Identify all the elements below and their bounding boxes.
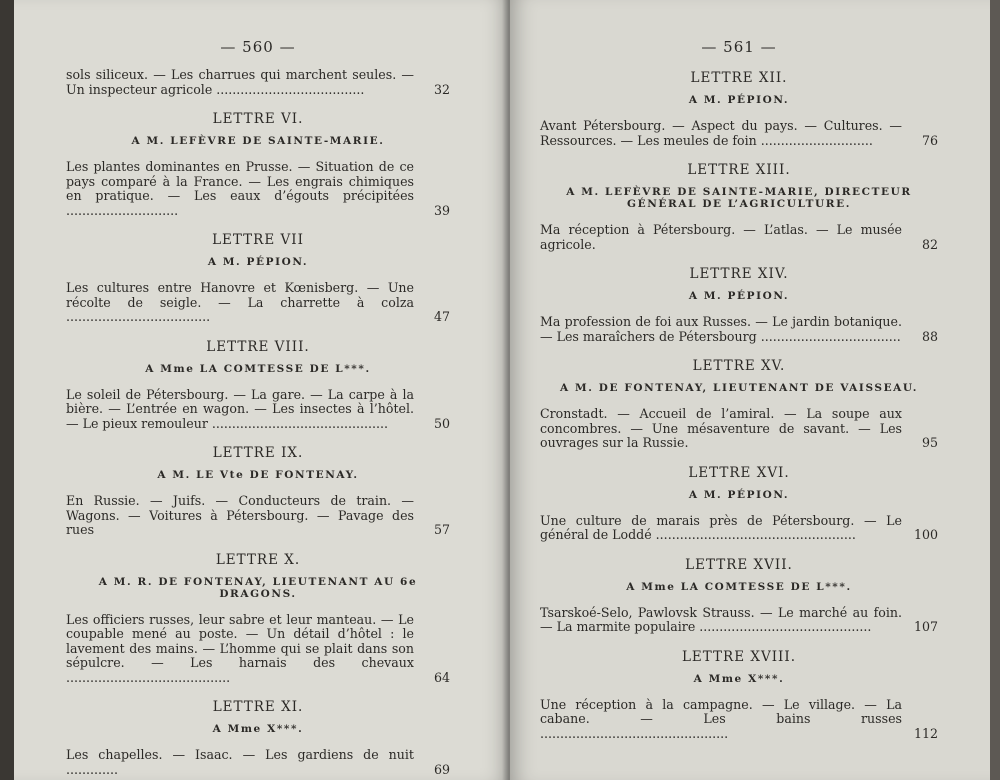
toc-entry [66,281,450,325]
toc-entry [540,407,938,451]
book-edge-right [990,0,1000,780]
entry-text: sols siliceux. — Les charrues qui marchent seules. — Un inspecteur agricole ..................................... [66,67,414,97]
entry-page: 39 [433,202,450,218]
entry-text: Avant Pétersbourg. — Aspect du pays. — Cultures. — Ressources. — Les meules de foin ............................ [540,118,902,148]
letter-title: LETTRE VIII. [206,338,310,355]
letter-addressee: A Mme LA COMTESSE DE L***. [626,580,852,593]
page-number: — 561 — [701,38,777,56]
entry-text: Les plantes dominantes en Prusse. — Situation de ce pays comparé à la France. — Les engrais chimiques en pratique. — Les eaux d’égouts précipitées ............................ [66,159,414,218]
letter-title: LETTRE IX. [212,445,304,461]
letter-section [66,552,450,686]
letter-title: LETTRE XII. [690,70,788,86]
letter-section [540,649,938,742]
page-number: — 560 — [220,38,296,56]
toc-entry [540,514,938,543]
toc-entry [66,68,450,97]
letter-addressee: A Mme LA COMTESSE DE L***. [145,362,371,375]
entry-text: En Russie. — Juifs. — Conducteurs de train. — Wagons. — Voitures à Pétersbourg. — Pavage des rues [66,493,414,537]
toc-entry [540,315,938,344]
toc-entry [540,606,938,635]
letter-title: LETTRE XVIII. [681,648,797,665]
letter-addressee: A M. LEFÈVRE DE SAINTE-MARIE, DIRECTEUR GÉNÉRAL DE L’AGRICULTURE. [566,186,912,210]
book-edge-left [0,0,14,780]
entry-text: Le soleil de Pétersbourg. — La gare. — La carpe à la bière. — L’entrée en wagon. — Les insectes à l’hôtel. — Le pieux remouleur ............................................ [66,386,414,431]
letter-addressee: A M. LE Vte DE FONTENAY. [157,469,359,481]
toc-entry [66,613,450,686]
entry-text: Ma profession de foi aux Russes. — Le jardin botanique. — Les maraîchers de Pétersbourg ................................... [540,314,902,344]
entry-page: 47 [433,309,450,324]
toc-entry [540,223,938,252]
letter-section [66,699,450,777]
toc-entry [66,160,450,218]
letter-title: LETTRE XI. [212,699,304,715]
entry-page: 82 [921,236,938,252]
letter-title: LETTRE X. [215,551,301,568]
left-page [14,0,510,780]
right-page [510,0,990,780]
letter-addressee: A M. PÉPION. [688,488,790,501]
letter-addressee: A M. DE FONTENAY, LIEUTENANT DE VAISSEAU. [560,382,918,394]
letter-title: LETTRE XIII. [687,162,791,178]
entry-page: 76 [921,132,938,148]
letter-section [66,445,450,538]
letter-section [66,111,450,218]
toc-entry [540,119,938,148]
entry-text: Les chapelles. — Isaac. — Les gardiens de nuit ............. [66,747,414,777]
toc-entry [66,748,450,777]
letter-section [540,162,938,252]
entry-page: 57 [433,522,450,537]
entry-text: Une réception à la campagne. — Le village. — La cabane. — Les bains russes ............................................... [540,696,902,741]
letter-addressee: A M. PÉPION. [688,94,790,106]
letter-section [540,358,938,451]
entry-text: Les officiers russes, leur sabre et leur manteau. — Le coupable mené au poste. — Un détail d’hôtel : le lavement des mains. — L’homme qui se plait dans son sépulcre. — Les harnais des chevaux ......................................... [66,611,414,685]
entry-text: Les cultures entre Hanovre et Kœnisberg. — Une récolte de seigle. — La charrette à colza .................................... [66,280,414,324]
letter-title: LETTRE XVI. [688,464,790,481]
letter-addressee: A M. R. DE FONTENAY, LIEUTENANT AU 6e DRAGONS. [98,575,418,600]
letter-section [540,70,938,148]
entry-page: 69 [433,761,450,777]
entry-page: 32 [433,81,450,97]
letter-title: LETTRE VII [212,232,304,248]
entry-page: 64 [433,669,450,685]
entry-page: 95 [921,435,938,450]
letter-section [540,557,938,635]
letter-addressee: A Mme X***. [212,723,304,735]
letter-addressee: A M. PÉPION. [688,290,790,302]
toc-entry [66,388,450,432]
letter-addressee: A M. PÉPION. [207,256,309,268]
letter-title: LETTRE XV. [692,358,786,374]
entry-page: 100 [913,527,938,542]
entry-page: 50 [433,415,450,431]
entry-text: Ma réception à Pétersbourg. — L’atlas. — Le musée agricole. [540,222,902,252]
entry-page: 107 [913,619,938,634]
entry-page: 88 [921,328,938,344]
letter-section [66,232,450,325]
toc-entry [66,494,450,538]
entry-text: Tsarskoé-Selo, Pawlovsk Strauss. — Le marché au foin. — La marmite populaire ........................................... [540,604,902,634]
toc-entry [540,698,938,742]
letter-title: LETTRE XIV. [689,266,789,282]
letter-section [540,266,938,344]
letter-addressee: A M. LEFÈVRE DE SAINTE-MARIE. [131,135,385,147]
entry-page: 112 [913,725,938,741]
letter-title: LETTRE VI. [212,111,304,127]
entry-text: Une culture de marais près de Pétersbourg. — Le général de Loddé .................................................. [540,512,902,542]
entry-text: Cronstadt. — Accueil de l’amiral. — La soupe aux concombres. — Une mésaventure de savant. — Les ouvrages sur la Russie. [540,406,902,450]
letter-section [540,465,938,543]
letter-addressee: A Mme X***. [693,672,785,685]
letter-title: LETTRE XVII. [685,556,793,573]
letter-section [66,339,450,432]
